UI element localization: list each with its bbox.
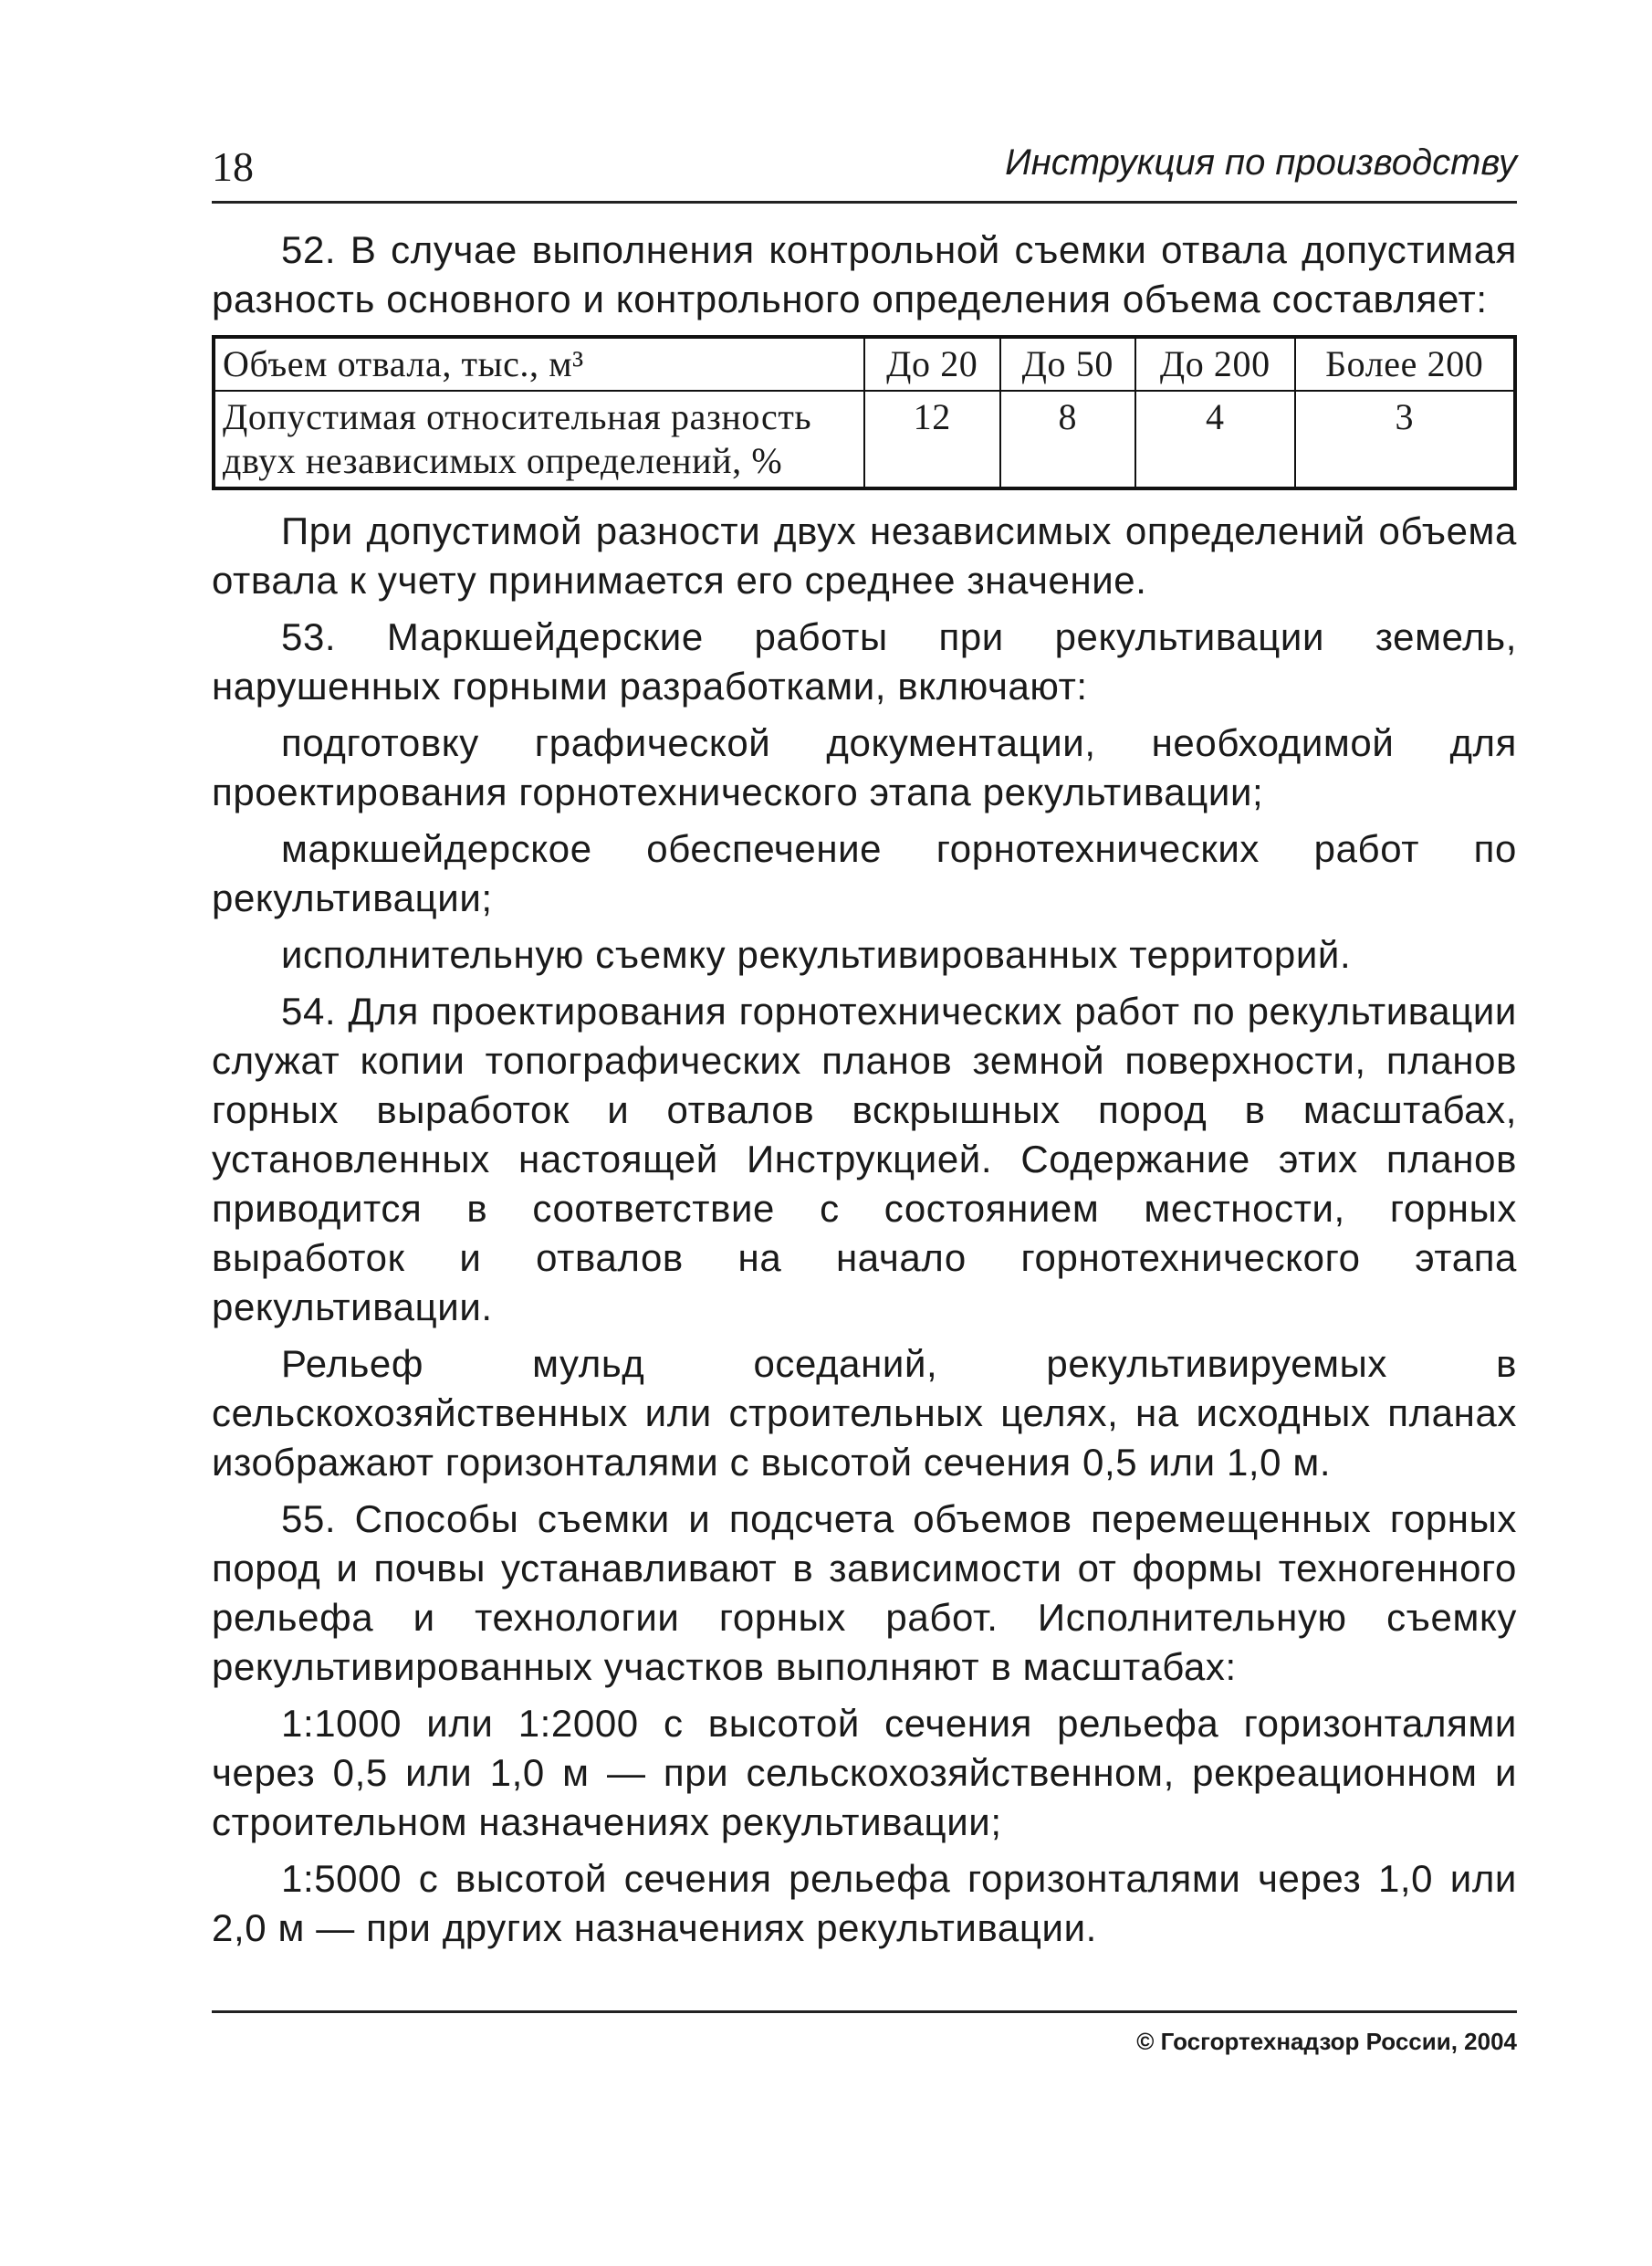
paragraph-52-after: При допустимой разности двух независимых определений объема отвала к учету принимается его среднее значение. [212,509,1517,602]
list-item: 1:5000 с высотой сечения рельефа горизонталями через 1,0 или 2,0 м — при других назначениях рекультивации. [212,1857,1517,1949]
table-cell: 3 [1295,391,1516,488]
tolerance-table [212,335,1517,490]
table-cell-label: Допустимая относительная разность двух независимых определений, % [214,391,864,488]
table-cell: До 200 [1135,337,1294,391]
table-cell: Более 200 [1295,337,1516,391]
table-cell: 12 [864,391,1000,488]
copyright-notice: © Госгортехнадзор России, 2004 [1136,2028,1517,2055]
table-cell: 4 [1135,391,1294,488]
paragraph-54: 54. Для проектирования горнотехнических работ по рекультивации служат копии топографических планов земной поверхности, планов горных выработок и отвалов вскрышных пород в масштабах, установленных настоящей Инструкцией. Содержание этих планов приводится в соответствие с состоянием местности, горных выработок и отвалов на начало горнотехнического этапа рекультивации. [212,990,1517,1328]
table-cell: 8 [1000,391,1136,488]
page-header [212,137,1517,204]
table-row [214,391,1515,488]
list-item: подготовку графической документации, необходимой для проектирования горнотехнического этапа рекультивации; [212,721,1517,813]
table-cell: До 20 [864,337,1000,391]
page-number: 18 [212,143,254,190]
paragraph-55: 55. Способы съемки и подсчета объемов перемещенных горных пород и почвы устанавливают в зависимости от формы техногенного рельефа и технологии горных работ. Исполнительную съемку рекультивированных участков выполняют в масштабах: [212,1497,1517,1688]
table-cell-label: Объем отвала, тыс., м³ [214,337,864,391]
page-footer [212,2010,1517,2055]
paragraph-54-relief: Рельеф мульд оседаний, рекультивируемых в сельскохозяйственных или строительных целях, на исходных планах изображают горизонталями с высотой сечения 0,5 или 1,0 м. [212,1342,1517,1484]
page-body [212,226,1517,1953]
list-item: 1:1000 или 1:2000 с высотой сечения рельефа горизонталями через 0,5 или 1,0 м — при сельскохозяйственном, рекреационном и строительном назначениях рекультивации; [212,1702,1517,1843]
paragraph-52: 52. В случае выполнения контрольной съемки отвала допустимая разность основного и контрольного определения объема составляет: [212,228,1517,320]
document-page [212,137,1517,1960]
list-item: маркшейдерское обеспечение горнотехнических работ по рекультивации; [212,827,1517,919]
paragraph-53: 53. Маркшейдерские работы при рекультивации земель, нарушенных горными разработками, включают: [212,615,1517,708]
table-cell: До 50 [1000,337,1136,391]
running-head: Инструкция по производству [1005,142,1517,183]
list-item: исполнительную съемку рекультивированных территорий. [281,933,1352,976]
table-row [214,337,1515,391]
